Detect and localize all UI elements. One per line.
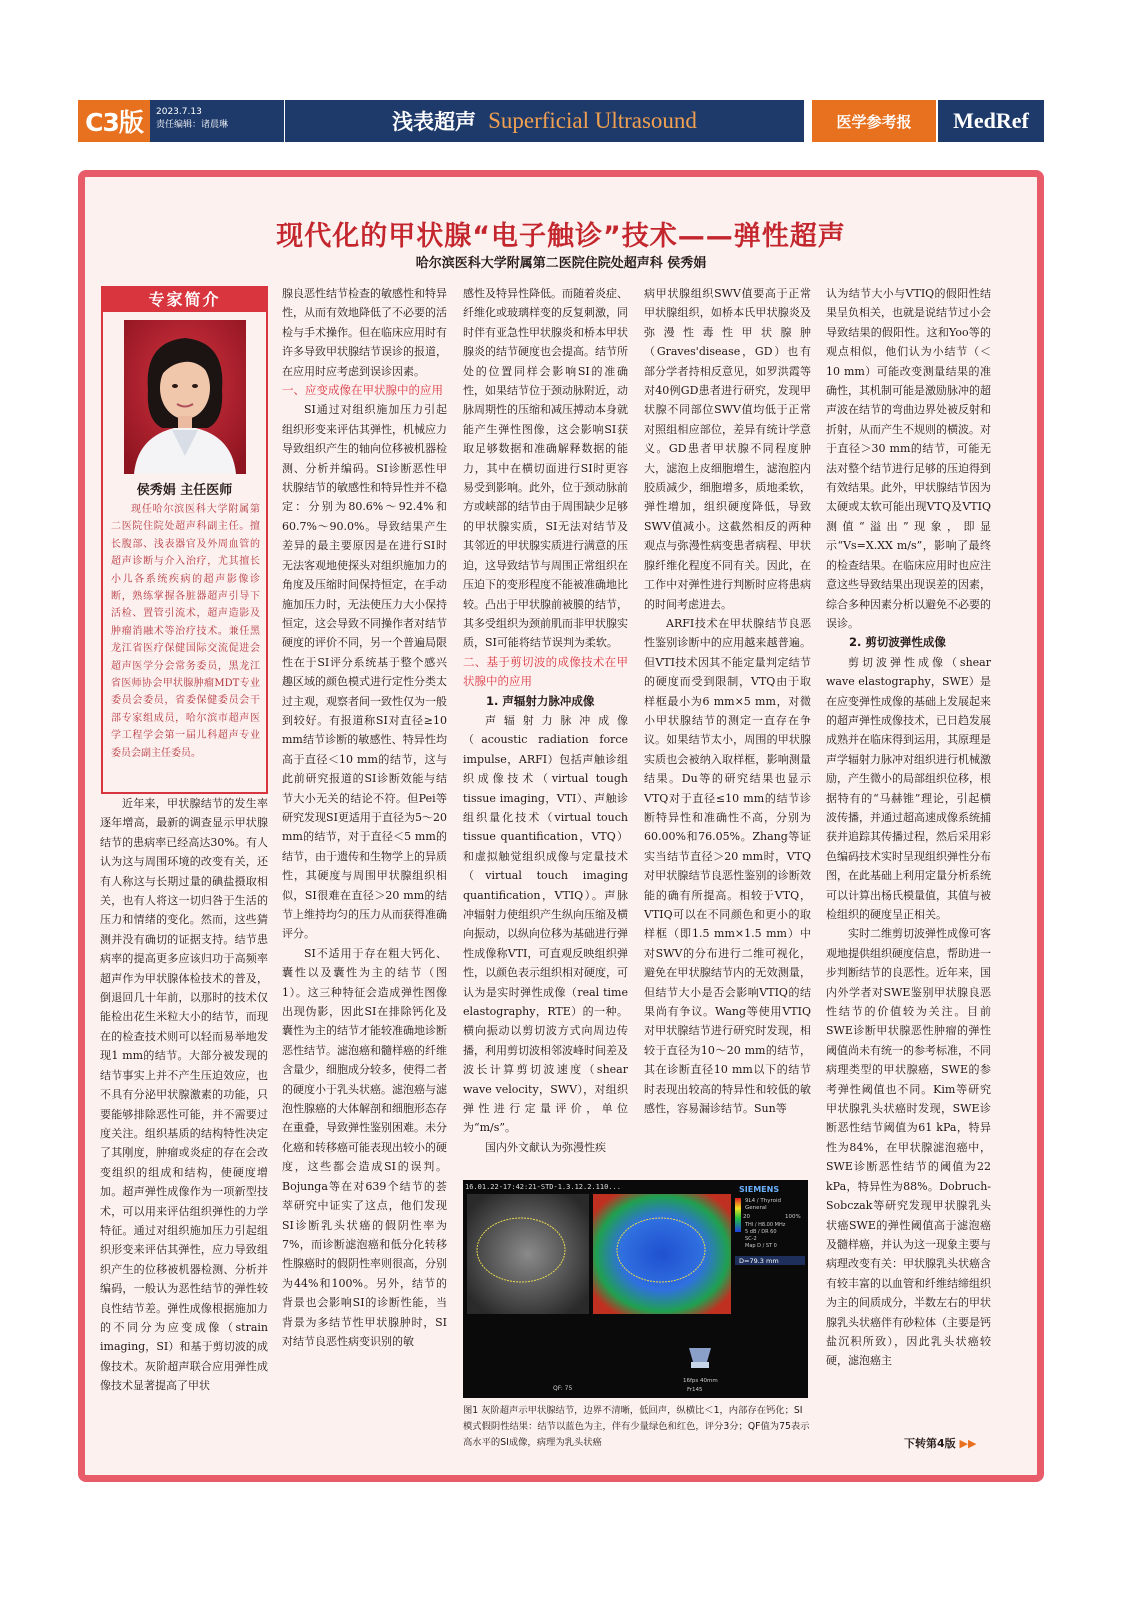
preset-label: General: [745, 1205, 767, 1211]
distance-measure: D=79.3 mm: [739, 1257, 779, 1265]
text-column-1: [100, 794, 268, 1396]
continuation-text: 下转第4版: [904, 1437, 956, 1450]
paragraph: SI通过对组织施加压力引起组织形变来评估其弹性，机械应力导致组织产生的轴向位移被机器检测、分析并编码。SI诊断恶性甲状腺结节的敏感性和特异性并不稳定：分别为80.6%～92.4%和60.7%～90.0%。导致结果产生差异的最主要原因是在进行SI时无法客观地使探头对组织施加力的角度及压缩时间保持恒定，在手动施加压力时，无法使压力大小保持恒定，这会导致不同操作者对结节硬度的评价不同，另一个普遍局限性在于SI评分系统基于整个感兴趣区域的颜色模式进行定性分类太过主观，观察者间一致性仅为一般到较好。有报道称SI对直径≥10 mm结节诊断的敏感性、特异性均高于直径＜10 mm的结节，这与此前研究报道的SI诊断效能与结节大小无关的结论不符。但Pei等研究发现SI更适用于直径为5～20 mm的结节，对于直径＜5 mm的结节，由于遗传和生物学上的异质性，其硬度与周围甲状腺组织相似，SI很难在直径＞20 mm的结节上维持均匀的压力从而获得准确评分。: [282, 403, 447, 941]
page-header: [78, 100, 1044, 142]
elasticity-color-scale: [735, 1198, 741, 1232]
paragraph: 病甲状腺组织SWV值要高于正常甲状腺组织，如桥本氏甲状腺炎及弥漫性毒性甲状腺肿（Graves'disease，GD）也有部分学者持相反意见，如罗洪霞等对40例GD患者进行研究，发现甲状腺不同部位SWV值均低于正常对照组相应部位，差异有统计学意义。GD患者甲状腺不同程度肿大，滤泡上皮细胞增生，滤泡腔内胶质减少，细胞增多，质地柔软，弹性增加，组织硬度降低，导致SWV值减小。这截然相反的两种观点与弥漫性病变患者病程、甲状腺纤维化程度不同有关。因此，在工作中对弹性进行判断时应将患病的时间考虑进去。: [644, 287, 811, 611]
text-column-4: [644, 284, 811, 1118]
paragraph: 剪切波弹性成像（shear wave elastography，SWE）是在应变弹性成像的基础上发展起来的超声弹性成像技术，已日趋发展成熟并在临床得到运用，其原理是声学辐射力脉冲对组织进行机械激励，产生微小的局部组织位移，根据特有的“马赫锥”理论，引起横波传播，并通过超高速成像系统捕获并追踪其传播过程，然后采用彩色编码技术实时呈现组织弹性分布图，在此基础上利用定量分析系统可以计算出杨氏模量值，其值与被检组织的硬度呈正相关。: [826, 655, 991, 921]
text-column-5: [826, 284, 991, 1371]
newspaper-brand: MedRef: [936, 100, 1044, 142]
grayscale-panel: [467, 1194, 589, 1314]
paragraph: 认为结节大小与VTIQ的假阳性结果呈负相关，也就是说结节过小会导致结果的假阳性。这和Yoo等的观点相似，他们认为小结节（＜10 mm）可能改变测量结果的准确性，其机制可能是激励脉冲的超声波在结节的弯曲边界处被反射和折射，从而产生不规则的横波。对于直径＞30 mm的结节，可能无法对整个结节进行足够的压迫得到有效结果。此外，甲状腺结节因为太硬或太软可能出现VTQ及VTIQ测值“溢出”现象，即显示“Vs=X.XX m/s”，影响了最终的检查结果。在临床应用时也应注意这些导致结果出现误差的因素，综合多种因素分析以避免不必要的误诊。: [826, 287, 991, 630]
param-line: SC-2: [745, 1236, 757, 1242]
frame-rate: 16fps 40mm: [683, 1378, 718, 1384]
expert-portrait: [124, 320, 246, 474]
screen-header-text: 16.01.22-17:42:21-STD-1.3.12.2.110...: [465, 1183, 621, 1191]
section-heading-strain-imaging: 一、应变成像在甲状腺中的应用: [282, 383, 443, 398]
param-line: THI / H8.00 MHz: [745, 1222, 786, 1228]
param-line: 5 dB / DR 60: [745, 1229, 777, 1235]
subsection-heading-arfi: 1. 声辐射力脉冲成像: [486, 693, 595, 708]
paragraph: ARFI技术在甲状腺结节良恶性鉴别诊断中的应用越来越普遍。但VTI技术因其不能定量判定结节的硬度而受到限制，VTQ由于取样框最小为6 mm×5 mm，对微小甲状腺结节的测定一直存在争议。如果结节太小，周围的甲状腺实质也会被纳入取样框，影响测量结果。Du等的研究结果也显示VTQ对于直径≤10 mm的结节诊断特异性和准确性不高，分别为60.00%和76.05%。Zhang等证实当结节直径＞20 mm时，VTQ对甲状腺结节良恶性鉴别的诊断效能的确有所提高。相较于VTQ，VTIQ可以在不同颜色和更小的取样框（即1.5 mm×1.5 mm）中对SWV的分布进行二维可视化，避免在甲状腺结节内的无效测量，但结节大小是否会影响VTIQ的结果尚有争议。Wang等使用VTIQ对甲状腺结节进行研究时发现，相较于直径为10～20 mm的结节，其在诊断直径10 mm以下的结节时表现出较高的特异性和较低的敏感性，容易漏诊结节。Sun等: [644, 616, 811, 1116]
elastography-panel: [593, 1194, 731, 1314]
qf-value: QF: 75: [553, 1385, 573, 1392]
param-line: Map D / ST 0: [745, 1243, 777, 1249]
scale-percent: 100%: [785, 1214, 801, 1220]
scale-max: 20: [743, 1214, 750, 1220]
paragraph: 腺良恶性结节检查的敏感性和特异性，从而有效地降低了不必要的活检与手术操作。但在临床应用时有许多导致甲状腺结节误诊的报道，在应用时应考虑到误诊因素。: [282, 287, 447, 378]
subsection-heading-swe: 2. 剪切波弹性成像: [849, 635, 946, 650]
article-byline: 哈尔滨医科大学附属第二医院住院处超声科 侯秀娟: [415, 256, 707, 271]
text-column-3: [463, 284, 628, 1157]
probe-label: 9L4 / Thyroid: [745, 1198, 782, 1204]
paragraph: 感性及特异性降低。而随着炎症、纤维化或玻璃样变的反复刺激，同时伴有亚急性甲状腺炎和桥本甲状腺炎的结节硬度也会提高。结节所处的位置同样会影响SI的准确性，如果结节位于颈动脉附近，动脉周期性的压缩和减压搏动本身就能产生弹性图像，这会影响SI获取足够数据和准确解释数据的能力，其中在横切面进行SI时更容易受到影响。此外，位于颈动脉前方或峡部的结节由于周围缺少足够的甲状腺实质，SI无法对结节及其邻近的甲状腺实质进行满意的压迫，这导致结节与周围正常组织在压迫下的变形程度不能被准确地比较。凸出于甲状腺前被膜的结节，其多受组织为颈前肌而非甲状腺实质，SI可能将结节误判为柔软。: [463, 287, 628, 650]
issue-date: 2023.7.13: [156, 107, 202, 117]
expert-name: 侯秀娟 主任医师: [136, 483, 233, 498]
continuation-note: [904, 1435, 976, 1451]
figure-caption: 图1 灰阶超声示甲状腺结节，边界不清晰，低回声，纵横比＜1，内部存在钙化；SI模式假阴性结果：结节以蓝色为主，伴有少量绿色和红色，评分3分；QF值为75表示高水平的SI成像，病理为乳头状癌: [463, 1405, 810, 1448]
continuation-arrow-icon: ▶▶: [959, 1437, 977, 1450]
intro-paragraph: 近年来，甲状腺结节的发生率逐年增高，最新的调查显示甲状腺结节的患病率已经高达30%。有人认为这与周围环境的改变有关，还有人称这与长期过量的碘盐摄取相关，也有人将这一切归咎于生活的压力和情绪的变化。然而，这些猜测并没有确切的证据支持。结节患病率的提高更多应该归功于高频率超声作为甲状腺体检技术的普及，倒退回几十年前，以那时的技术仅能检出花生米粒大小的结节，而现在的检查技术则可以轻而易举地发现1 mm的结节。大部分被发现的结节事实上并不产生压迫效应，也不具有分泌甲状腺激素的功能，只要能够排除恶性可能，并不需要过度关注。组织基质的结构特性决定了其刚度，肿瘤或炎症的存在会改变组织的组成和结构，使硬度增加。超声弹性成像作为一项新型技术，可以用来评估组织弹性的力学特征。通过对组织施加压力引起组织形变来评估其弹性，应力导致组织产生的位移被机器检测、分析并编码，一般认为恶性结节的弹性较良性结节差。弹性成像根据施加力的不同分为应变成像（strain imaging，SI）和基于剪切波的成像技术。灰阶超声联合应用弹性成像技术显著提高了甲状: [100, 797, 268, 1393]
paragraph: SI不适用于存在粗大钙化、囊性以及囊性为主的结节（图1）。这三种特征会造成弹性图像出现伪影，因此SI在排除钙化及囊性为主的结节才能较准确地诊断恶性结节。滤泡癌和髓样癌的纤维含量少，细胞成分较多，使得二者的硬度小于乳头状癌。滤泡癌与滤泡性腺癌的大体解剖和细胞形态存在重叠，导致弹性鉴别困难。未分化癌和转移癌可能表现出较小的硬度，这些都会造成SI的误判。Bojunga等在对639个结节的荟萃研究中证实了这点，他们发现SI诊断乳头状癌的假阴性率为7%，而诊断滤泡癌和低分化转移性腺癌时的假阴性率则很高，分别为44%和100%。另外，结节的背景也会影响SI的诊断性能，当背景为多结节性甲状腺肿时，SI对结节良恶性病变识别的敏: [282, 946, 447, 1348]
expert-profile-box: [101, 286, 268, 794]
paragraph: 声辐射力脉冲成像（acoustic radiation force impulse，ARFI）包括声触诊组织成像技术（virtual tough tissue imaging，VTI）、声触诊组织量化技术（virtual touch tissue quantification，VTQ）和虚拟触觉组织成像与定量技术（virtual touch imaging quantification，VTIQ）。声脉冲辐射力使组织产生纵向压缩及横向振动，以纵向位移为基础进行弹性成像称VTI，可直观反映组织弹性，以颜色表示组织相对硬度，可认为是实时弹性成像（real time elastography，RTE）的一种。横向振动以剪切波方式向周边传播，利用剪切波相邻波峰时间差及波长计算剪切波速度（shear wave velocity，SWV），对组织弹性进行定量评价，单位为“m/s”。: [463, 713, 628, 1135]
section-heading-shear-wave: 二、基于剪切波的成像技术在甲状腺中的应用: [463, 654, 628, 689]
probe-icon-base: [691, 1362, 709, 1368]
article-title: 现代化的甲状腺“电子触诊”技术——弹性超声: [276, 221, 846, 252]
section-title: [284, 100, 804, 142]
editor-credit: 责任编辑：诸晨琳: [156, 120, 229, 130]
issue-meta: [150, 100, 284, 142]
newspaper-name-cn: 医学参考报: [812, 100, 936, 142]
ultrasound-figure: [463, 1180, 808, 1398]
paragraph: 国内外文献认为弥漫性疾: [485, 1140, 606, 1154]
paragraph: 实时二维剪切波弹性成像可客观地提供组织硬度信息，帮助进一步判断结节的良恶性。近年来，国内外学者对SWE鉴别甲状腺良恶性结节的价值较为关注。目前SWE诊断甲状腺恶性肿瘤的弹性阈值尚未有统一的参考标准，不同病理类型的甲状腺癌，SWE的参考弹性阈值也不同。Kim等研究甲状腺乳头状癌时发现，SWE诊断恶性结节阈值为61 kPa，特异性为84%，在甲状腺滤泡癌中，SWE诊断恶性结节的阈值为22 kPa，特异性为88%。Dobruch-Sobczak等研究发现甲状腺乳头状癌SWE的弹性阈值高于滤泡癌及髓样癌，并认为这一现象主要与病理改变有关：甲状腺乳头状癌含有较丰富的以血管和纤维结缔组织为主的间质成分，半数左右的甲状腺乳头状癌伴有砂粒体（主要是钙盐沉积所致），因此乳头状癌较硬，滤泡癌主: [826, 927, 991, 1368]
section-title-cn: 浅表超声: [392, 110, 477, 134]
expert-profile-heading: 专家简介: [103, 288, 266, 312]
expert-bio: 现任哈尔滨医科大学附属第二医院住院处超声科副主任。擅长腹部、浅表器官及外周血管的超声诊断与介入治疗，尤其擅长小儿各系统疾病的超声影像诊断，熟练掌握各脏器超声引导下活检、置管引流术，超声造影及肿瘤消融术等治疗技术。兼任黑龙江省医疗保健国际交流促进会超声医学分会常务委员，黑龙江省医师协会甲状腺肿瘤MDT专业委员会委员，省委保健委员会干部专家组成员，哈尔滨市超声医学工程学会第一届儿科超声专业委员会副主任委员。: [111, 504, 260, 759]
scanner-brand: SIEMENS: [739, 1185, 780, 1194]
frame-number: Fr145: [687, 1387, 703, 1393]
page-number-label: C3版: [78, 100, 150, 142]
text-column-2: [282, 284, 447, 1351]
section-title-en: Superficial Ultrasound: [488, 108, 697, 133]
